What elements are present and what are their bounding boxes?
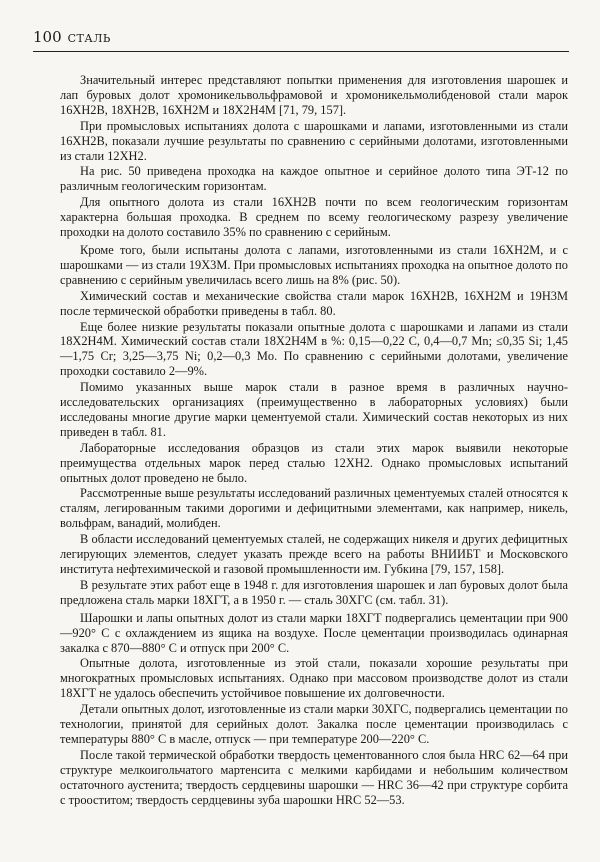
running-title: СТАЛЬ xyxy=(67,32,111,45)
paragraph: Опытные долота, изготовленные из этой стали, показали хорошие результаты при многократных промысловых испытаниях. Однако при массовом производстве долот из стали 18ХГТ не удалось обеспечить устойчивое повышение их долговечности. xyxy=(60,656,568,701)
paragraph: В результате этих работ еще в 1948 г. для изготовления шарошек и лап буровых долот была предложена сталь марки 18ХГТ, а в 1950 г. — сталь 30ХГС (см. табл. 31). xyxy=(60,577,568,607)
paragraph: Химический состав и механические свойства стали марок 16ХН2В, 16ХН2М и 19Н3М после термической обработки приведены в табл. 80. xyxy=(60,288,568,318)
paragraph: Значительный интерес представляют попытки применения для изготовления шарошек и лап буровых долот хромоникельвольфрамовой и хромоникельмолибденовой стали марок 16ХН2В, 18ХН2В, 16ХН2М и 18Х2Н4М [71, 79, 157]. xyxy=(60,73,568,117)
page-header xyxy=(33,28,569,52)
paragraph: В области исследований цементуемых сталей, не содержащих никеля и других дефицитных легирующих элементов, следует указать прежде всего на работы ВНИИБТ и Московского института нефтехимической и газовой промышленности им. Губкина [79, 157, 158]. xyxy=(60,532,568,576)
paragraph: После такой термической обработки твердость цементованного слоя была HRC 62—64 при структуре мелкоигольчатого мартенсита с мелкими карбидами и небольшим количеством остаточного аустенита; твердость сердцевины шарошки — HRC 36—42 при структуре сорбита с трооститом; твердость сердцевины зуба шарошки HRC 52—53. xyxy=(60,747,568,807)
paragraph: Для опытного долота из стали 16ХН2В почти по всем геологическим горизонтам характерна большая проходка. В среднем по всему геологическому разрезу увеличение проходки на долото составило 35% по сравнению с серийным. xyxy=(60,195,568,240)
paragraph: Рассмотренные выше результаты исследований различных цементуемых сталей относятся к сталям, легированным такими дорогими и дефицитными элементами, как например, никель, вольфрам, ванадий, молибден. xyxy=(60,486,568,531)
paragraph: Шарошки и лапы опытных долот из стали марки 18ХГТ подвергались цементации при 900—920° С с охлаждением из ящика на воздухе. После цементации производилась одинарная закалка с 870—880° С и отпуск при 200° С. xyxy=(60,610,568,655)
page-number: 100 xyxy=(33,28,62,46)
paragraph: При промысловых испытаниях долота с шарошками и лапами, изготовленными из стали 16ХН2В, показали лучшие результаты по сравнению с серийными долотами, изготовленными из стали 12ХН2. xyxy=(60,118,568,163)
paragraph: Лабораторные исследования образцов из стали этих марок выявили некоторые преимущества отдельных марок перед сталью 12ХН2. Однако промысловых испытаний опытных долот проведено не было. xyxy=(60,440,568,485)
paragraph: На рис. 50 приведена проходка на каждое опытное и серийное долото типа ЭТ-12 по различным геологическим горизонтам. xyxy=(60,164,568,194)
paragraph: Детали опытных долот, изготовленные из стали марки 30ХГС, подвергались цементации по технологии, принятой для серийных долот. Закалка после цементации производилась с температуры 880° С в масле, отпуск — при температуре 200—220° С. xyxy=(60,702,568,746)
paragraph: Кроме того, были испытаны долота с лапами, изготовленными из стали 16ХН2М, и с шарошками — из стали 19Х3М. При промысловых испытаниях проходка на опытное долото по сравнению с серийным увеличилась всего лишь на 8% (рис. 50). xyxy=(60,242,568,287)
paragraph: Помимо указанных выше марок стали в разное время в различных научно-исследовательских организациях (преимущественно в лабораторных условиях) были исследованы многие другие марки цементуемой стали. Химический состав некоторых из них приведен в табл. 81. xyxy=(60,380,568,439)
body-text xyxy=(60,73,568,809)
paragraph: Еще более низкие результаты показали опытные долота с шарошками и лапами из стали 18Х2Н4М. Химический состав стали 18Х2Н4М в %: 0,15—0,22 С, 0,4—0,7 Mn; ≤0,35 Si; 1,45—1,75 Cr; 3,25—3,75 Ni; 0,2—0,3 Mo. По сравнению с серийными долотами, увеличение проходки составило 2—9%. xyxy=(60,319,568,379)
